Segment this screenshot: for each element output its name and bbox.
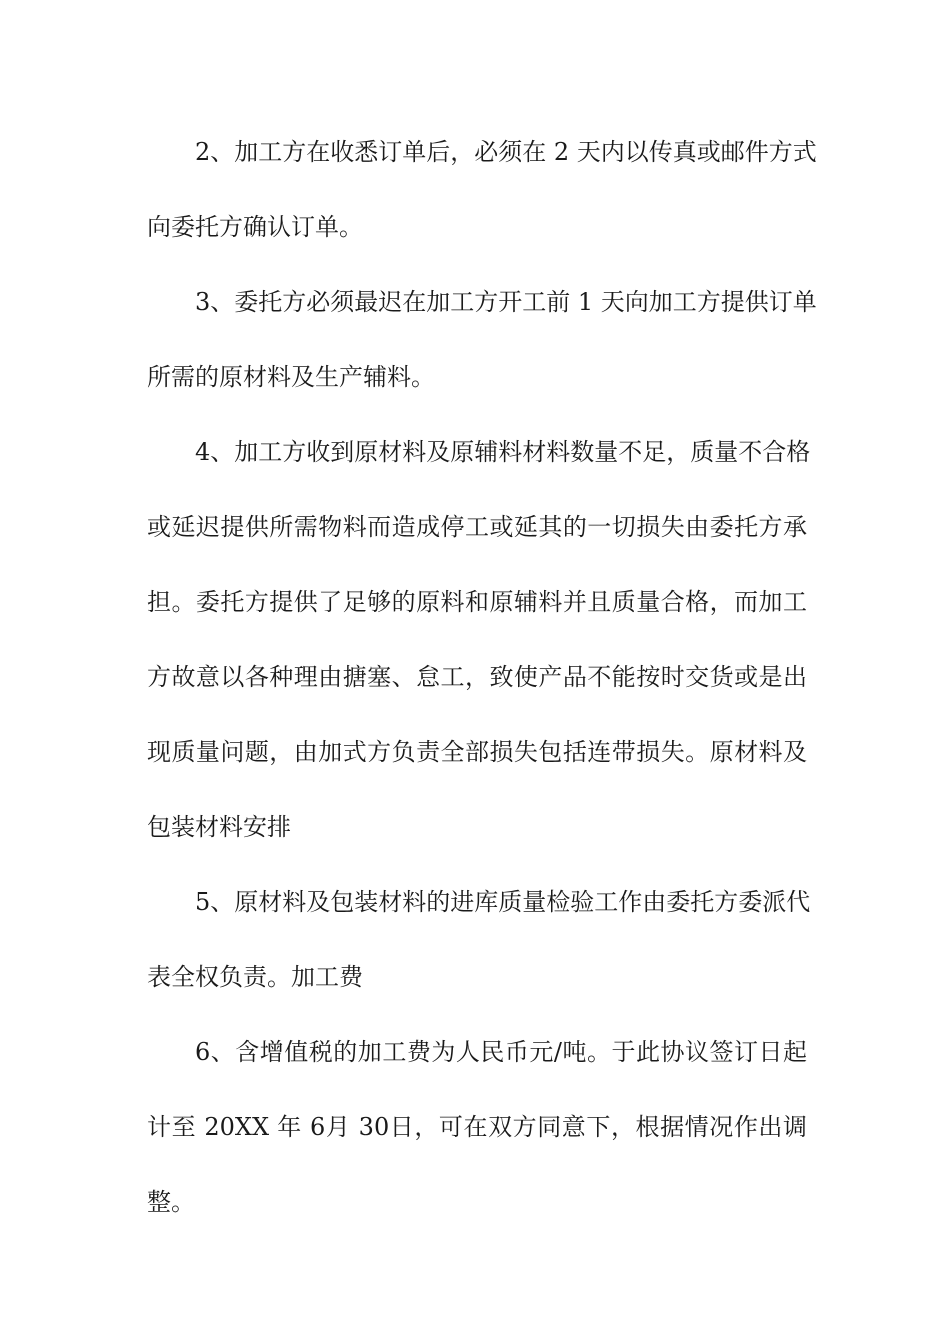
paragraph-3-line-1: 3、委托方必须最迟在加工方开工前 1 天向加工方提供订单	[195, 288, 817, 316]
paragraph-4-line-6: 包装材料安排	[147, 813, 291, 841]
paragraph-4-line-1: 4、加工方收到原材料及原辅料材料数量不足，质量不合格	[195, 438, 811, 466]
paragraph-3-line-2: 所需的原材料及生产辅料。	[147, 363, 435, 391]
paragraph-4-line-3: 担。委托方提供了足够的原料和原辅料并且质量合格，而加工	[147, 588, 807, 616]
paragraph-6-line-2: 计至 20XX 年 6月 30日，可在双方同意下，根据情况作出调	[147, 1113, 807, 1141]
paragraph-2-line-2: 向委托方确认订单。	[147, 213, 363, 241]
paragraph-5-line-1: 5、原材料及包装材料的进库质量检验工作由委托方委派代	[195, 888, 811, 916]
paragraph-6-line-1: 6、含增值税的加工费为人民币元/吨。于此协议签订日起	[195, 1038, 807, 1066]
paragraph-4-line-2: 或延迟提供所需物料而造成停工或延其的一切损失由委托方承	[147, 513, 807, 541]
paragraph-6-line-3: 整。	[147, 1188, 195, 1216]
paragraph-5-line-2: 表全权负责。加工费	[147, 963, 363, 991]
paragraph-4-line-4: 方故意以各种理由搪塞、怠工，致使产品不能按时交货或是出	[147, 663, 807, 691]
paragraph-4-line-5: 现质量问题，由加式方负责全部损失包括连带损失。原材料及	[147, 738, 807, 766]
paragraph-2-line-1: 2、加工方在收悉订单后，必须在 2 天内以传真或邮件方式	[195, 138, 817, 166]
